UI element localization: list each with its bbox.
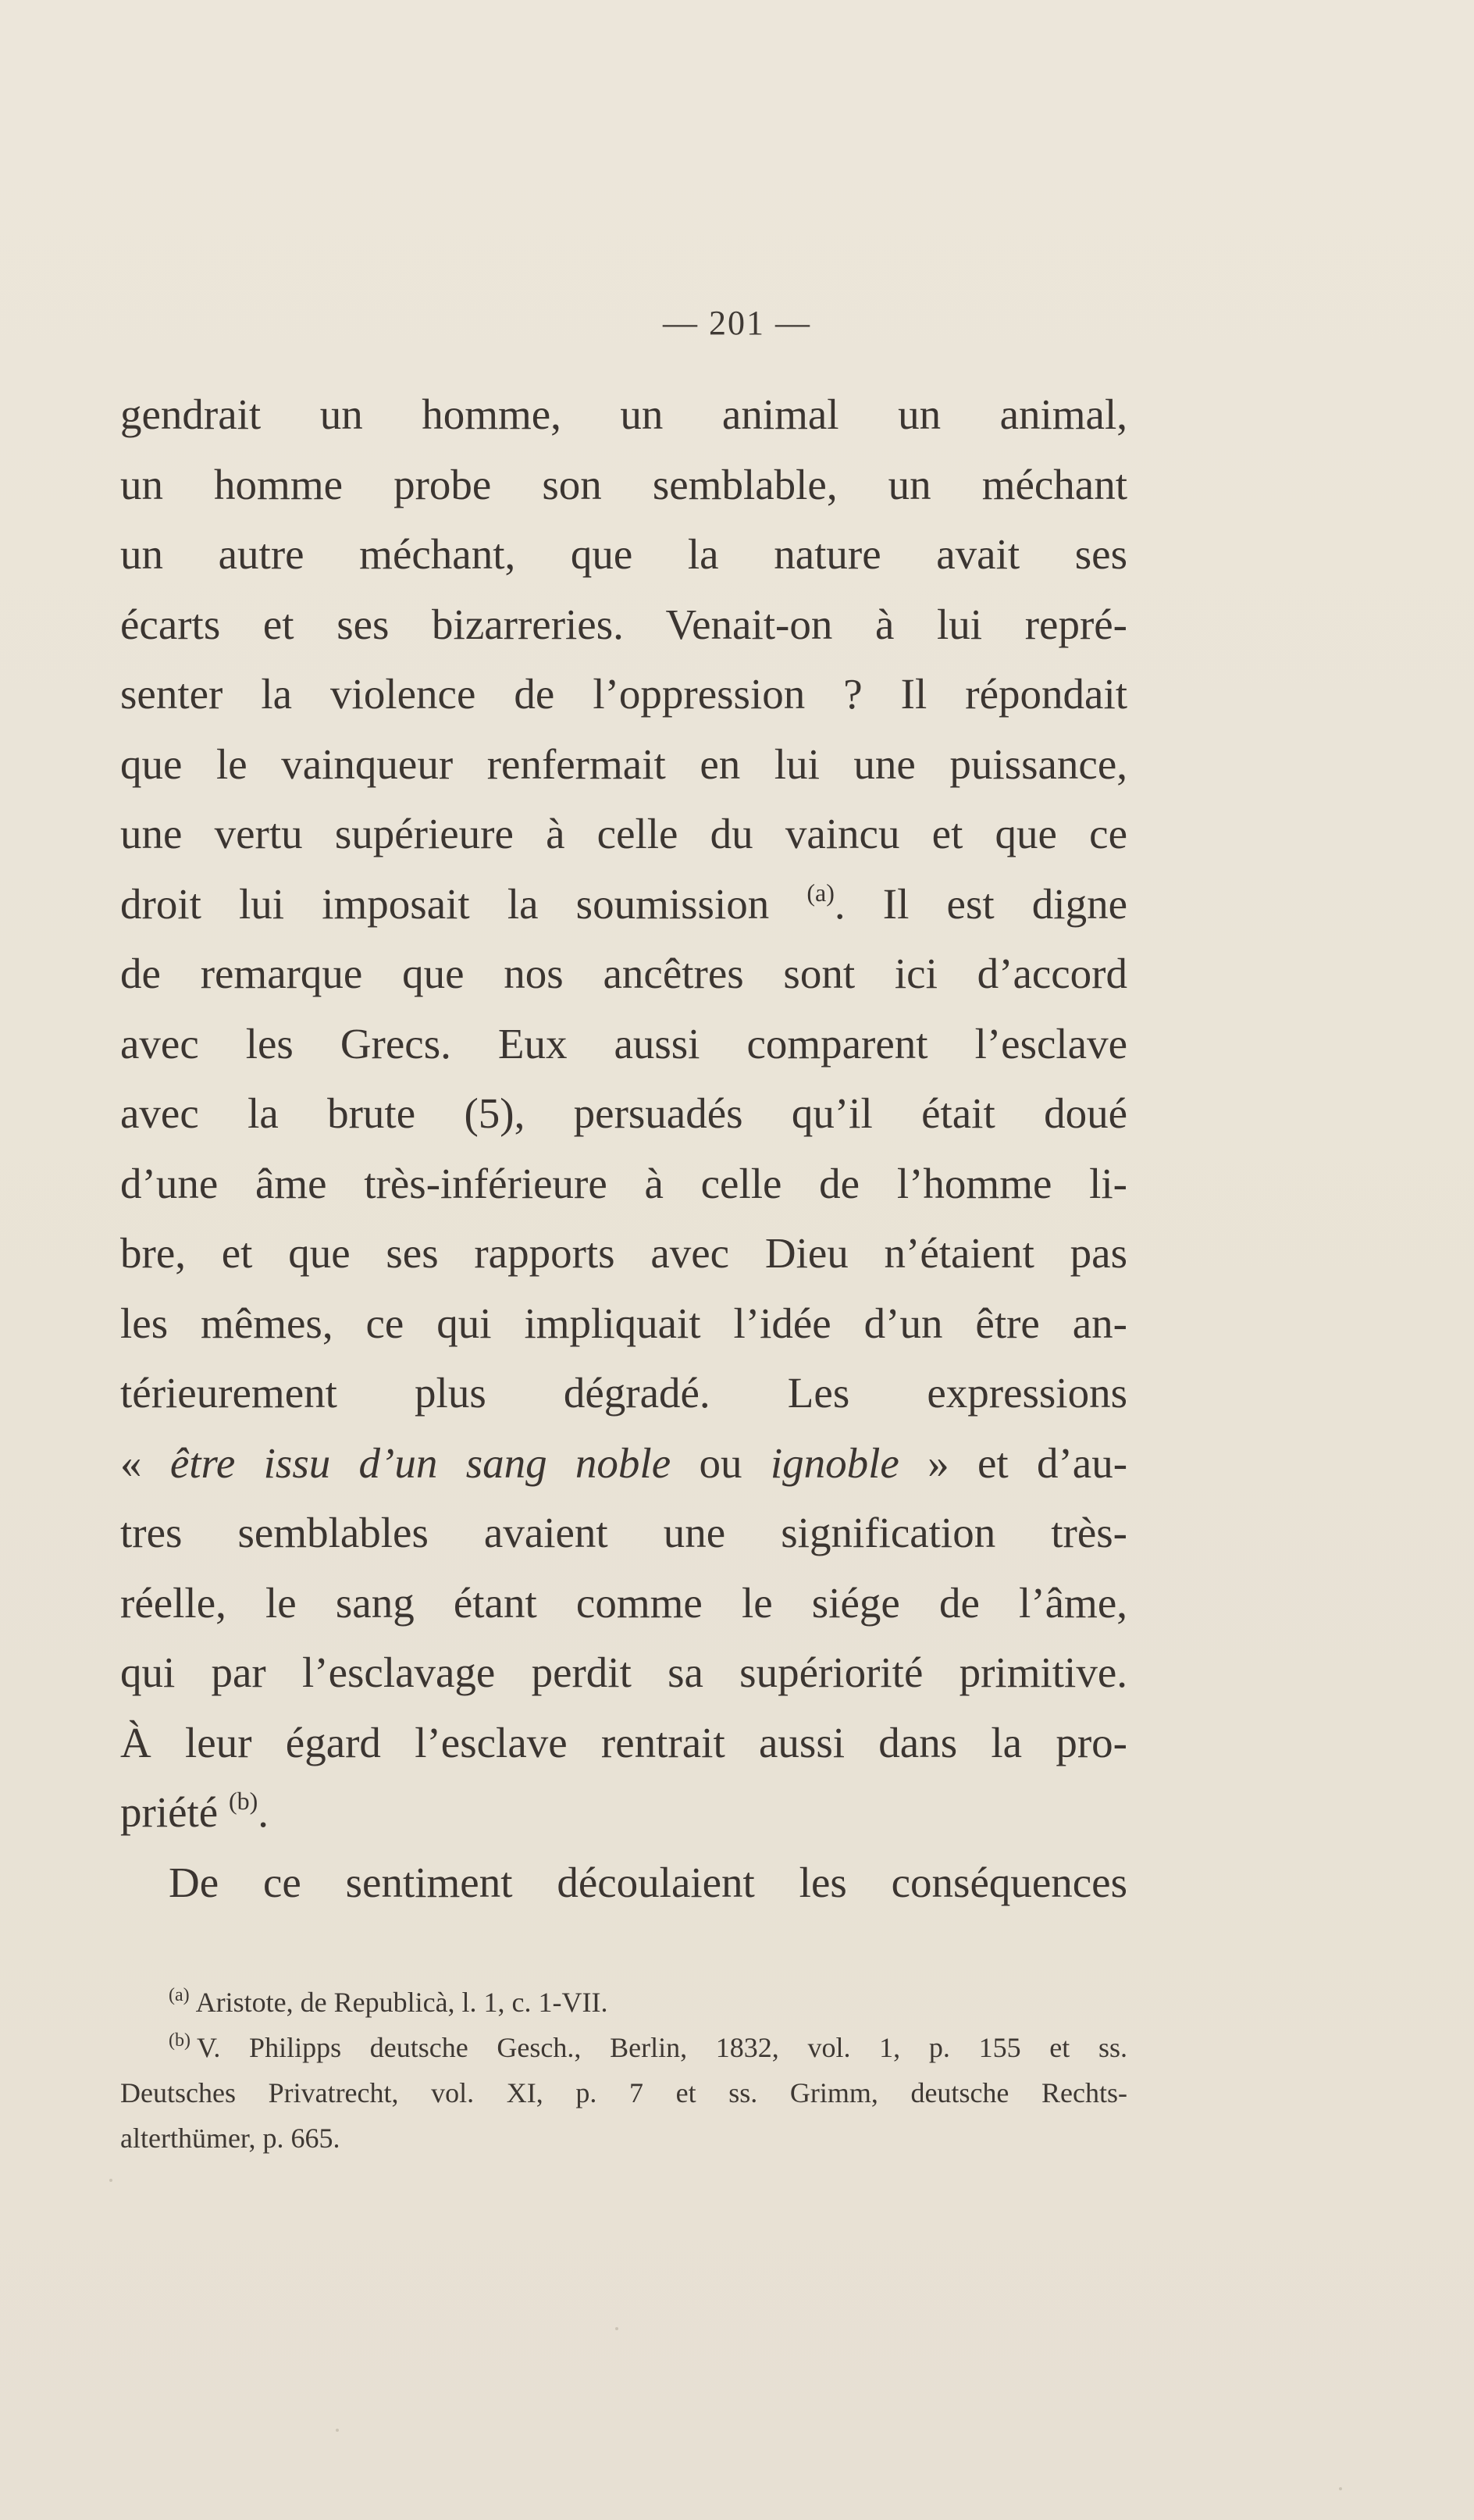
footnote-a — [120, 1980, 1127, 2025]
text-line-with-footnote-ref — [120, 869, 1127, 939]
quote-close: » et d’au- — [899, 1438, 1128, 1487]
paper-speck — [615, 2327, 618, 2330]
text-line-with-italics — [120, 1428, 1127, 1499]
text-line: qui par l’esclavage perdit sa supériorité primitive. — [120, 1649, 1127, 1696]
italic-phrase: être issu d’un sang noble — [169, 1438, 671, 1487]
text-line: avec la brute (5), persuadés qu’il était doué — [120, 1089, 1127, 1137]
quote-open: « — [120, 1438, 170, 1487]
text-line: un autre méchant, que la nature avait ses — [120, 530, 1127, 578]
paper-speck — [1339, 2487, 1342, 2490]
text-line: réelle, le sang étant comme le siége de l’âme, — [120, 1578, 1127, 1627]
text-line: avec les Grecs. Eux aussi comparent l’esclave — [120, 1019, 1127, 1068]
text-line: que le vainqueur renfermait en lui une puissance, — [120, 740, 1127, 788]
text-line: un homme probe son semblable, un méchant — [120, 460, 1127, 508]
text-line: une vertu supérieure à celle du vaincu et que ce — [120, 810, 1127, 857]
text-segment: . Il est digne — [834, 879, 1127, 928]
text-line: À leur égard l’esclave rentrait aussi dans la pro- — [120, 1718, 1127, 1766]
text-segment: ou — [671, 1438, 771, 1487]
text-line: térieurement plus dégradé. Les expressions — [120, 1369, 1127, 1417]
text-line: senter la violence de l’oppression ? Il répondait — [120, 670, 1127, 718]
footnote-ref-a: (a) — [806, 878, 835, 907]
text-segment: droit lui imposait la soumission — [120, 879, 807, 928]
footnote-b — [120, 2025, 1127, 2070]
italic-phrase: ignoble — [770, 1438, 899, 1487]
text-line-with-footnote-ref — [120, 1777, 1127, 1848]
text-line: d’une âme très-inférieure à celle de l’homme li- — [120, 1159, 1127, 1207]
body-text — [120, 380, 1127, 1917]
footnotes — [120, 1980, 1127, 2161]
text-line: De ce sentiment découlaient les conséquences — [169, 1858, 1127, 1906]
text-line: bre, et que ses rapports avec Dieu n’étaient pas — [120, 1229, 1127, 1277]
footnote-mark: (b) — [169, 2030, 190, 2051]
footnote-continuation: alterthümer, p. 665. — [120, 2123, 340, 2154]
text-line: écarts et ses bizarreries. Venait-on à lui repré- — [120, 600, 1127, 648]
text-line: gendrait un homme, un animal un animal, — [120, 390, 1127, 438]
text-line: de remarque que nos ancêtres sont ici d’accord — [120, 950, 1127, 997]
footnote-text: V. Philipps deutsche Gesch., Berlin, 1832, vol. 1, p. 155 et ss. — [196, 2032, 1127, 2063]
text-segment: priété — [120, 1788, 229, 1836]
paper-speck — [109, 2179, 112, 2182]
footnote-mark: (a) — [169, 1985, 190, 2005]
page-number: — 201 — — [663, 304, 811, 342]
text-segment: . — [258, 1788, 269, 1836]
paper-speck — [336, 2429, 339, 2432]
footnote-continuation: Deutsches Privatrecht, vol. XI, p. 7 et ss. Grimm, deutsche Rechts- — [120, 2077, 1127, 2108]
text-line: tres semblables avaient une signification très- — [120, 1509, 1127, 1556]
footnote-text: Aristote, de Republicà, l. 1, c. 1-VII. — [195, 1987, 608, 2018]
text-line: les mêmes, ce qui impliquait l’idée d’un être an- — [120, 1299, 1127, 1347]
footnote-ref-b: (b) — [228, 1787, 258, 1815]
